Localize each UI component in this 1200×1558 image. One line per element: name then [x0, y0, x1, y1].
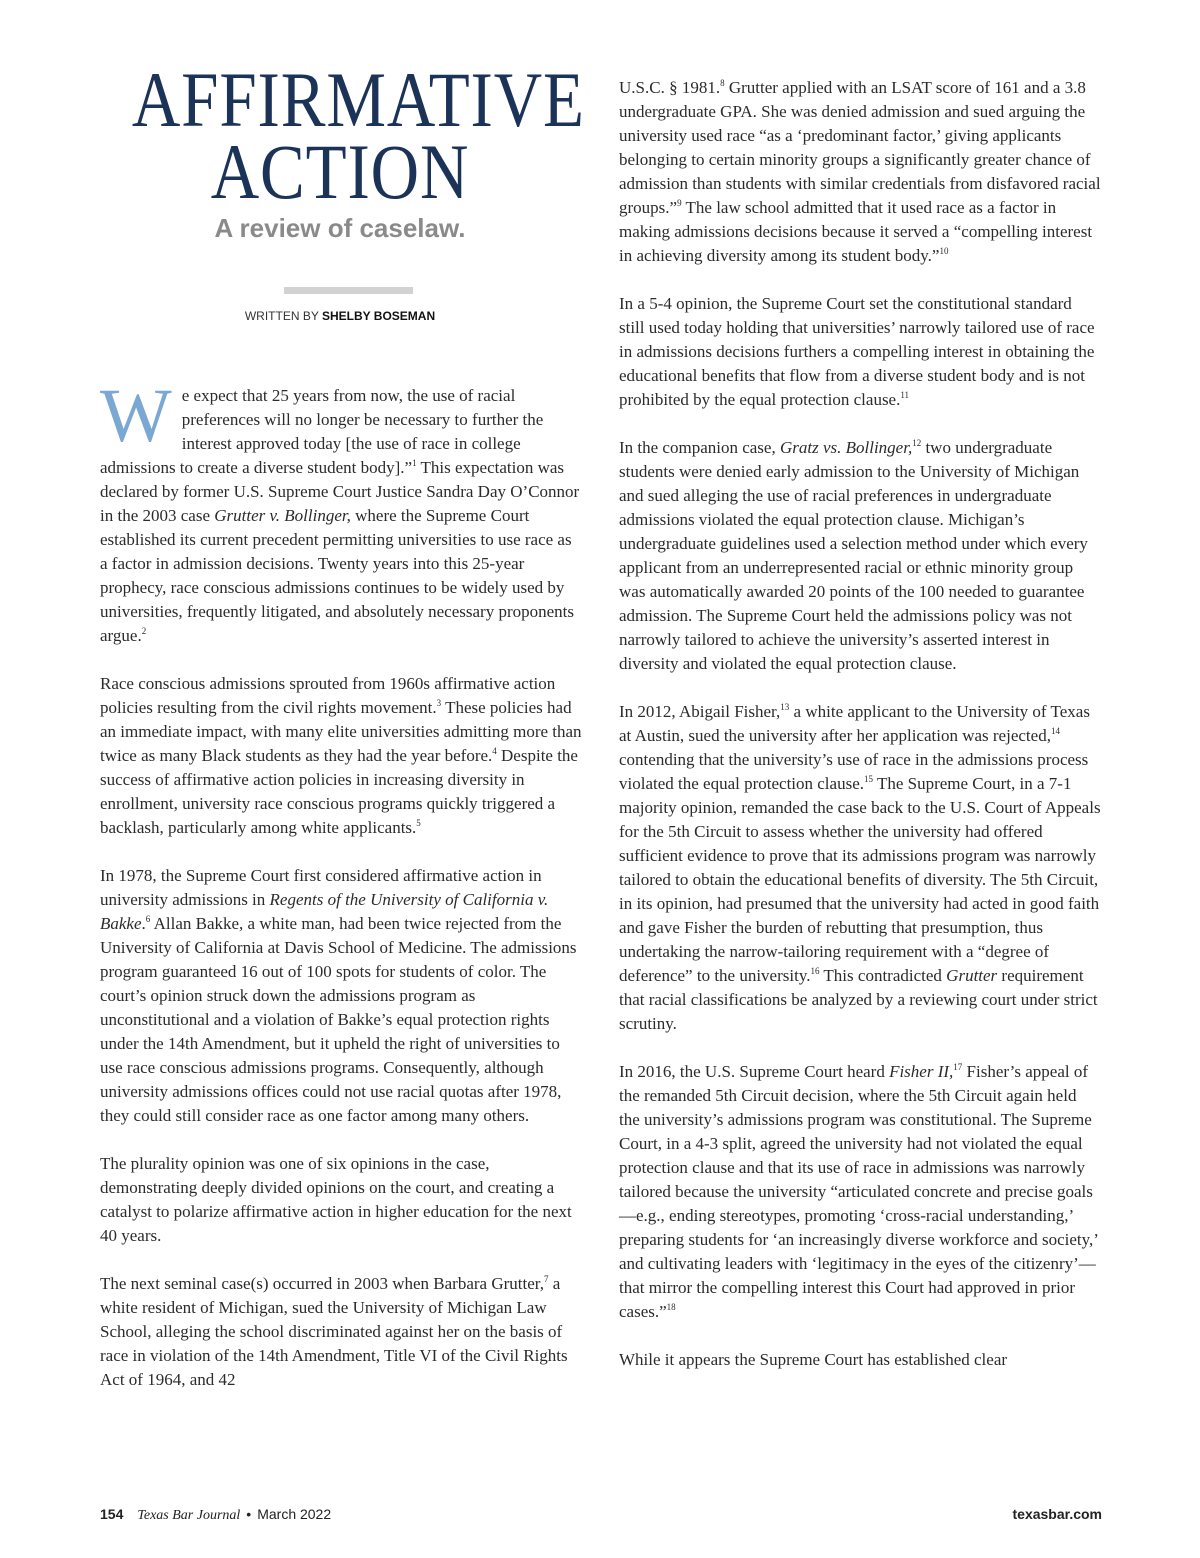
paragraph-text: In 1978, the Supreme Court first considered affirmative action in university admissions in: [100, 866, 542, 909]
paragraph-text: e expect that 25 years from now, the use of racial preferences will no longer be necessary to further the interest approved today [the use of race in college admissions to create a diverse student body].”: [100, 386, 544, 477]
paragraph-3: [100, 864, 582, 1128]
author-name: SHELBY BOSEMAN: [321, 309, 436, 323]
footnote-ref: 18: [666, 1302, 676, 1312]
paragraph-text: requirement that racial classifications be analyzed by a reviewing court under strict scrutiny.: [619, 966, 1098, 1033]
paragraph-text: The Supreme Court, in a 7-1 majority opinion, remanded the case back to the U.S. Court of Appeals for the 5th Circuit to assess whether the university had offered sufficient evidence to prove that its admissions program was narrowly tailored to obtain the educational benefits of diversity. The 5th Circuit, in its opinion, had presumed that the university had acted in good faith and gave Fisher the burden of rebutting that presumption, thus undertaking the narrow-tailoring requirement with a “degree of deference” to the university.: [619, 774, 1101, 985]
page-number: 154: [100, 1506, 124, 1522]
paragraph-text: The next seminal case(s) occurred in 2003 when Barbara Grutter,: [100, 1274, 544, 1293]
title-line-2: ACTION: [210, 128, 470, 215]
footnote-ref: 9: [677, 198, 682, 208]
paragraph-text: In the companion case,: [619, 438, 780, 457]
footnote-ref: 8: [720, 78, 725, 88]
footnote-ref: 7: [543, 1274, 549, 1284]
paragraph-text: While it appears the Supreme Court has established clear: [619, 1350, 1008, 1369]
title-line-1: AFFIRMATIVE: [131, 56, 585, 143]
paragraph-text: .: [141, 914, 146, 933]
paragraph-text: contending that the university’s use of race in the admissions process violated the equal protection clause.: [619, 750, 1089, 793]
footnote-ref: 17: [953, 1062, 963, 1072]
paragraph-text: where the Supreme Court established its current precedent permitting universities to use race as a factor in admission decisions. Twenty years into this 25-year prophecy, race conscious admissions continues to be widely used by universities, frequently litigated, and absolutely necessary proponents argue.: [100, 506, 574, 645]
byline: [98, 309, 582, 323]
paragraph-5-start: [100, 1272, 582, 1392]
title-divider: [284, 287, 413, 294]
footnote-ref: 10: [939, 246, 949, 256]
paragraph-5-continued: [619, 76, 1101, 268]
journal-name: Texas Bar Journal: [137, 1508, 241, 1523]
paragraph-text: In 2016, the U.S. Supreme Court heard: [619, 1062, 890, 1081]
issue-date: March 2022: [257, 1506, 332, 1522]
paragraph-text: Grutter applied with an LSAT score of 161 and a 3.8 undergraduate GPA. She was denied admission and sued arguing the university used race “as a ‘predominant factor,’ giving applicants belonging to certain minority groups a significantly greater chance of admission than students with similar credentials from disfavored racial groups.”: [619, 78, 1101, 217]
case-name: Regents of the University of California v. Bakke: [100, 890, 549, 933]
paragraph-text: In 2012, Abigail Fisher,: [619, 702, 781, 721]
bullet-separator: •: [246, 1506, 252, 1522]
footnote-ref: 15: [864, 774, 873, 784]
paragraph-6: [619, 292, 1101, 412]
paragraph-text: Despite the success of affirmative action policies in increasing diversity in enrollment, university race conscious programs quickly triggered a backlash, particularly among white applicants.: [100, 746, 578, 837]
paragraph-8: [619, 700, 1101, 1036]
paragraph-7: [619, 436, 1101, 676]
paragraph-text: The plurality opinion was one of six opinions in the case, demonstrating deeply divided opinions on the court, and creating a catalyst to polarize affirmative action in higher education for the next 40 years.: [100, 1154, 572, 1245]
paragraph-text: Race conscious admissions sprouted from 1960s affirmative action policies resulting from the civil rights movement.: [100, 674, 556, 717]
paragraph-text: Allan Bakke, a white man, had been twice rejected from the University of California at Davis School of Medicine. The admissions program guaranteed 16 out of 100 spots for students of color. The court’s opinion struck down the admissions program as unconstitutional and a violation of Bakke’s equal protection rights under the 14th Amendment, but it upheld the right of universities to use race conscious admissions programs. Consequently, although university admissions offices could not use racial quotas after 1978, they could still consider race as one factor among many others.: [100, 914, 577, 1125]
article-subtitle: A review of caselaw.: [214, 213, 466, 243]
paragraph-text: These policies had an immediate impact, with many elite universities admitting more than twice as many Black students as they had the year before.: [100, 698, 582, 765]
paragraph-1: [100, 374, 582, 648]
left-column: [100, 374, 582, 1416]
case-name: Grutter v. Bollinger,: [214, 506, 351, 525]
footnote-ref: 6: [145, 914, 151, 924]
case-name: Fisher II,: [889, 1062, 954, 1081]
footnote-ref: 16: [810, 966, 820, 976]
paragraph-text: a white resident of Michigan, sued the University of Michigan Law School, alleging the school discriminated against her on the basis of race in violation of the 14th Amendment, Title VI of the Civil Rights Act of 1964, and 42: [100, 1274, 568, 1389]
page-footer: [100, 1506, 1102, 1526]
footnote-ref: 4: [492, 746, 497, 756]
paragraph-4: [100, 1152, 582, 1248]
paragraph-2: [100, 672, 582, 840]
paragraph-text: U.S.C. § 1981.: [619, 78, 721, 97]
footnote-ref: 5: [416, 818, 421, 828]
website-link[interactable]: texasbar.com: [1012, 1506, 1102, 1522]
paragraph-text: This expectation was declared by former U.S. Supreme Court Justice Sandra Day O’Connor in the 2003 case: [100, 458, 580, 525]
footnote-ref: 11: [900, 390, 910, 400]
paragraph-10: [619, 1348, 1101, 1372]
paragraph-text: Fisher’s appeal of the remanded 5th Circuit decision, where the 5th Circuit again held the university’s admissions program was constitutional. The Supreme Court, in a 4-3 split, agreed the university had not violated the equal protection clause and that its use of race in admissions was narrowly tailored because the university “articulated concrete and precise goals—e.g., ending stereotypes, promoting ‘cross-racial understanding,’ preparing students for ‘an increasingly diverse workforce and society,’ and cultivating leaders with ‘legitimacy in the eyes of the citizenry’—that mirror the compelling interest this Court had approved in prior cases.”: [619, 1062, 1098, 1321]
paragraph-9: [619, 1060, 1101, 1324]
case-name: Grutter: [946, 966, 998, 985]
footnote-ref: 14: [1050, 726, 1060, 736]
right-column: [619, 76, 1101, 1396]
article-title: [131, 56, 585, 215]
case-name: Gratz vs. Bollinger,: [779, 438, 913, 457]
footnote-ref: 13: [780, 702, 790, 712]
paragraph-text: The law school admitted that it used race as a factor in making admissions decisions because it served a “compelling interest in achieving diversity among its student body.”: [619, 198, 1093, 265]
byline-prefix: WRITTEN BY: [244, 309, 319, 323]
footnote-ref: 12: [912, 438, 922, 448]
footnote-ref: 1: [412, 458, 417, 468]
drop-cap: W: [100, 374, 172, 458]
paragraph-text: a white applicant to the University of Texas at Austin, sued the university after her application was rejected,: [619, 702, 1090, 745]
footnote-ref: 2: [141, 626, 147, 636]
footnote-ref: 3: [436, 698, 442, 708]
paragraph-text: two undergraduate students were denied early admission to the University of Michigan and sued alleging the use of racial preferences in undergraduate admissions violated the equal protection clause. Michigan’s undergraduate guidelines used a selection method under which every applicant from an underrepresented racial or ethnic minority group was automatically awarded 20 points of the 100 needed to guarantee admission. The Supreme Court held the admissions policy was not narrowly tailored to achieve the university’s asserted interest in diversity and violated the equal protection clause.: [619, 438, 1088, 673]
paragraph-text: This contradicted: [819, 966, 947, 985]
paragraph-text: In a 5-4 opinion, the Supreme Court set the constitutional standard still used today holding that universities’ narrowly tailored use of race in admissions decisions furthers a compelling interest in obtaining the educational benefits that flow from a diverse student body and is not prohibited by the equal protection clause.: [619, 294, 1095, 409]
